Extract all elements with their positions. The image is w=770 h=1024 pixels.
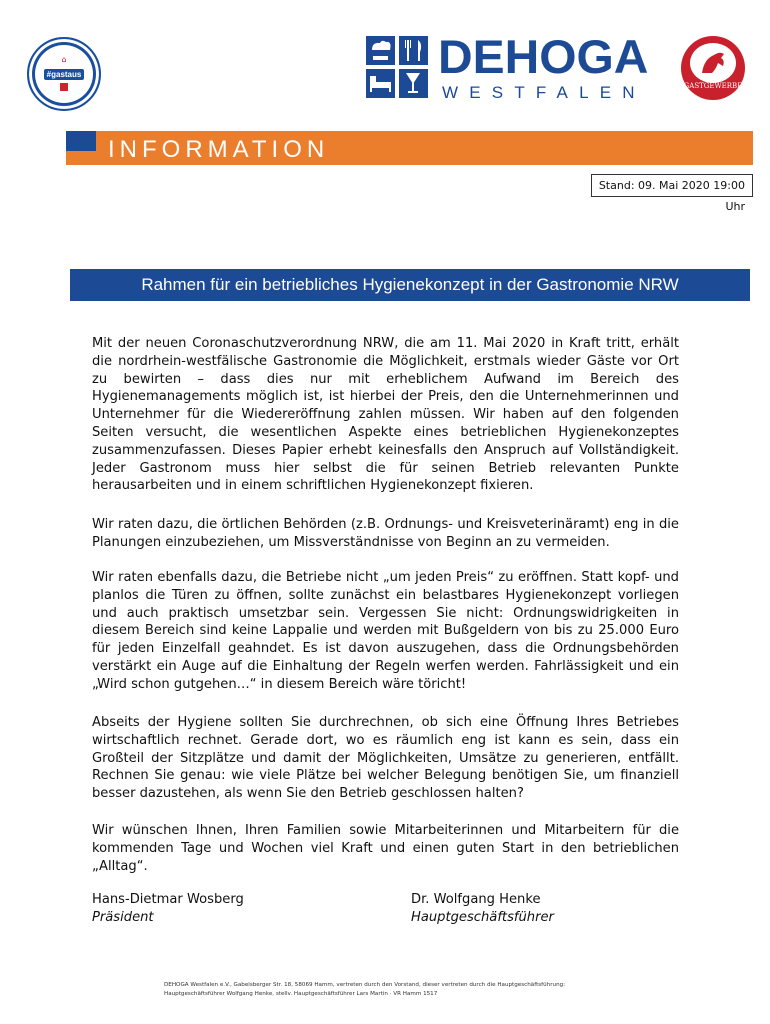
footer-line-2: Hauptgeschäftsführer Wolfgang Henke, stellv. Hauptgeschäftsführer Lars Martin · VR Hamm 1517 bbox=[164, 991, 438, 997]
gastaus-badge-logo bbox=[27, 37, 101, 111]
signature-name: Hans-Dietmar Wosberg bbox=[92, 892, 244, 907]
signature-title: Hauptgeschäftsführer bbox=[411, 909, 554, 925]
legal-footer bbox=[164, 981, 634, 999]
badge-inner bbox=[35, 45, 93, 103]
horse-icon bbox=[690, 43, 736, 83]
paragraph-economics: Abseits der Hygiene sollten Sie durchrechnen, ob sich eine Öffnung Ihres Betriebes wirtschaftlich rechnet. Gerade dort, wo es räumlich eng ist kann es sein, dass ein Großteil der Sitzplätze und damit der Möglichkeiten, Umsätze zu generieren, entfällt. Rechnen Sie genau: wie viele Plätze bei welcher Belegung benötigen Sie, um finanziell besser dazustehen, als wenn Sie den Betrieb geschlossen halten? bbox=[92, 715, 679, 802]
paragraph-closing-wishes: Wir wünschen Ihnen, Ihren Familien sowie Mitarbeiterinnen und Mitarbeitern für die kommenden Tage und Wochen viel Kraft und einen guten Start in den betrieblichen „Alltag“. bbox=[92, 823, 679, 874]
signature-title: Präsident bbox=[92, 909, 154, 925]
footer-line-1: DEHOGA Westfalen e.V., Gabelsberger Str. 18, 58069 Hamm, vertreten durch den Vorstand, dieser vertreten durch die Hauptgeschäftsführung: bbox=[164, 982, 566, 988]
paragraph-intro: Mit der neuen Coronaschutzverordnung NRW, die am 11. Mai 2020 in Kraft tritt, erhält die nordrhein-westfälische Gastronomie die Möglichkeit, erstmals wieder Gäste vor Ort zu bewirten – dass dies nur mit erheblichem Aufwand im Bereich des Hygienemanagements möglich ist, ist hierbei der Preis, den die Unternehmerinnen und Unternehmer für die Wiedereröffnung zahlen müssen. Wir haben auf den folgenden Seiten versucht, die wesentlichen Aspekte eines betrieblichen Hygienekonzeptes zusammenzufassen. Dieses Papier erhebt keinesfalls den Anspruch auf Vollständigkeit. Jeder Gastronom muss hier selbst die für seinen Betrieb relevanten Punkte herausarbeiten und in einem schriftlichen Hygienekonzept fixieren. bbox=[92, 336, 679, 494]
signature-name: Dr. Wolfgang Henke bbox=[411, 892, 541, 907]
badge-flag-icon bbox=[60, 83, 68, 91]
dehoga-wordmark: DEHOGA bbox=[438, 30, 649, 83]
information-title: INFORMATION bbox=[108, 136, 330, 163]
signature-managing-director bbox=[411, 891, 554, 927]
seal-label: GASTGEWERBE bbox=[683, 82, 743, 90]
banner-accent-square bbox=[66, 131, 96, 151]
badge-top-icon: ⌂ bbox=[61, 55, 67, 64]
paragraph-authorities: Wir raten dazu, die örtlichen Behörden (z.B. Ordnungs- und Kreisveterinäramt) eng in die Planungen einzubeziehen, um Missverständnisse von Beginn an zu vermeiden. bbox=[92, 517, 679, 550]
signature-president bbox=[92, 891, 244, 927]
dehoga-subtitle: WESTFALEN bbox=[442, 83, 646, 102]
badge-hashtag: #gastaus bbox=[44, 69, 84, 80]
subject-heading: Rahmen für ein betriebliches Hygienekonzept in der Gastronomie NRW bbox=[70, 269, 750, 301]
paragraph-opening-advice: Wir raten ebenfalls dazu, die Betriebe nicht „um jeden Preis“ zu eröffnen. Statt kopf- und planlos die Türen zu öffnen, sollte zunächst ein belastbares Hygienekonzept vorliegen und auch praktisch umsetzbar sein. Vergessen Sie nicht: Ordnungswidrigkeiten in diesem Bereich sind keine Lappalie und werden mit Bußgeldern von bis zu 25.000 Euro für jeden Einzelfall geahndet. Es ist davon auszugehen, dass die Ordnungsbehörden verstärkt ein Auge auf die Einhaltung der Regeln werfen werden. Fahrlässigkeit und ein „Wird schon gutgehen…“ in diesem Bereich wäre töricht! bbox=[92, 570, 679, 692]
stand-date-box: Stand: 09. Mai 2020 19:00 Uhr bbox=[591, 174, 753, 197]
dehoga-pictogram-icon bbox=[366, 36, 428, 98]
gastgewerbe-seal-logo bbox=[681, 36, 745, 100]
